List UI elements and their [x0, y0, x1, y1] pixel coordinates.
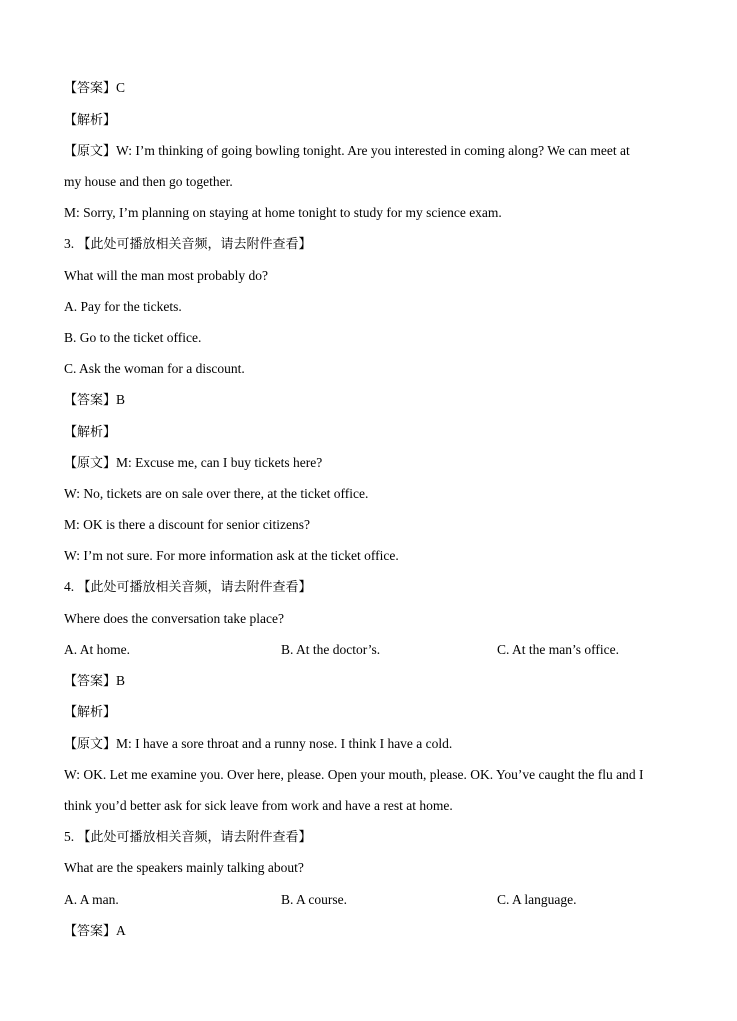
- answer-tag: 【答案】: [64, 393, 117, 408]
- question-text: Where does the conversation take place?: [64, 611, 285, 626]
- answer-line: [64, 391, 684, 410]
- option-a: A. Pay for the tickets.: [64, 299, 182, 314]
- analysis-tag: 【解析】: [64, 113, 117, 128]
- transcript-text: M: I have a sore throat and a runny nose. I think I have a cold.: [116, 736, 453, 751]
- text-line: M: Sorry, I’m planning on staying at home tonight to study for my science exam.: [64, 205, 502, 220]
- question-header: [64, 578, 684, 597]
- text-line: think you’d better ask for sick leave from work and have a rest at home.: [64, 798, 453, 813]
- answer-value: B: [116, 392, 126, 407]
- question-header: [64, 235, 684, 254]
- option-a: A. At home.: [64, 642, 130, 657]
- transcript-tag: 【原文】: [64, 737, 117, 752]
- option-c: C. A language.: [497, 892, 577, 907]
- question-text: What are the speakers mainly talking about?: [64, 860, 304, 875]
- transcript-tag: 【原文】: [64, 456, 117, 471]
- text-line: W: OK. Let me examine you. Over here, please. Open your mouth, please. OK. You’ve caught the flu and I: [64, 767, 644, 782]
- transcript-line: [64, 454, 684, 473]
- question-number: 5.: [64, 829, 75, 844]
- analysis-line: [64, 703, 684, 722]
- text-line: W: I’m not sure. For more information ask at the ticket office.: [64, 548, 399, 563]
- transcript-text: W: I’m thinking of going bowling tonight. Are you interested in coming along? We can meet at: [116, 143, 630, 158]
- transcript-tag: 【原文】: [64, 144, 117, 159]
- question-text: What will the man most probably do?: [64, 268, 268, 283]
- answer-line: [64, 672, 684, 691]
- answer-value: A: [116, 923, 126, 938]
- analysis-tag: 【解析】: [64, 705, 117, 720]
- transcript-line: [64, 142, 684, 161]
- audio-note: 【此处可播放相关音频，请去附件查看】: [77, 580, 312, 595]
- text-line: my house and then go together.: [64, 174, 233, 189]
- text-line: M: OK is there a discount for senior citizens?: [64, 517, 310, 532]
- audio-note: 【此处可播放相关音频，请去附件查看】: [77, 830, 312, 845]
- answer-tag: 【答案】: [64, 81, 117, 96]
- transcript-line: [64, 735, 684, 754]
- option-c: C. At the man’s office.: [497, 642, 619, 657]
- text-line: W: No, tickets are on sale over there, at the ticket office.: [64, 486, 369, 501]
- option-b: B. A course.: [281, 892, 347, 907]
- answer-line: [64, 79, 684, 98]
- analysis-line: [64, 111, 684, 130]
- answer-tag: 【答案】: [64, 674, 117, 689]
- analysis-tag: 【解析】: [64, 425, 117, 440]
- question-number: 4.: [64, 579, 75, 594]
- option-a: A. A man.: [64, 892, 119, 907]
- option-b: B. At the doctor’s.: [281, 642, 381, 657]
- answer-tag: 【答案】: [64, 924, 117, 939]
- answer-line: [64, 922, 684, 941]
- answer-value: B: [116, 673, 126, 688]
- question-header: [64, 828, 684, 847]
- analysis-line: [64, 423, 684, 442]
- answer-value: C: [116, 80, 126, 95]
- audio-note: 【此处可播放相关音频，请去附件查看】: [77, 237, 312, 252]
- option-c: C. Ask the woman for a discount.: [64, 361, 245, 376]
- question-number: 3.: [64, 236, 75, 251]
- transcript-text: M: Excuse me, can I buy tickets here?: [116, 455, 323, 470]
- option-b: B. Go to the ticket office.: [64, 330, 202, 345]
